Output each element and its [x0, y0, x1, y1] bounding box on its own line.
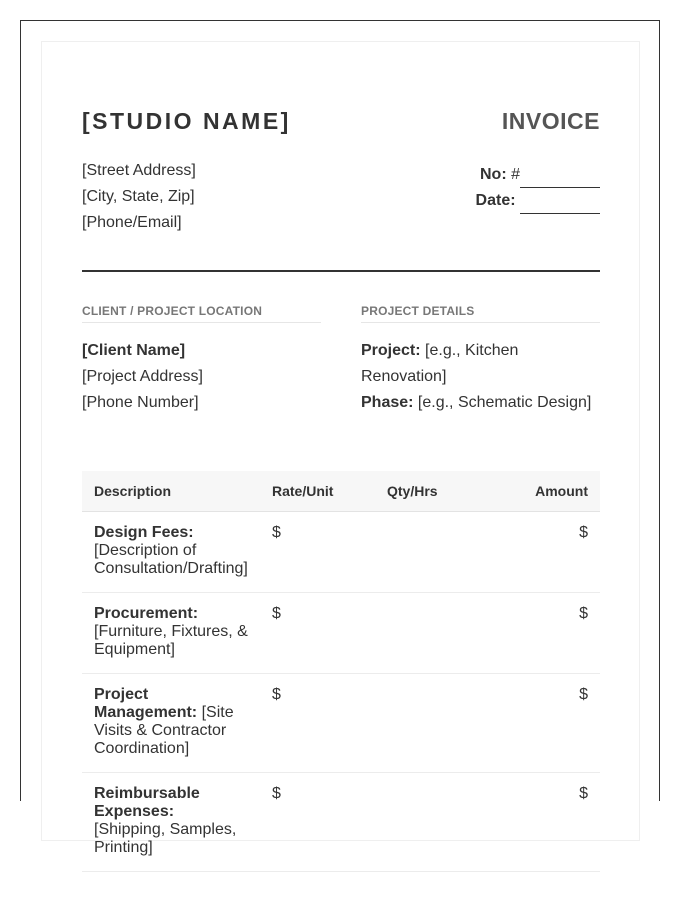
project-section-title: PROJECT DETAILS [361, 304, 600, 323]
project-details [361, 338, 600, 416]
row-qty [375, 674, 485, 773]
row-description [82, 512, 260, 593]
row-title: Reimbursable Expenses: [94, 785, 200, 820]
project-line-cont: Renovation] [361, 368, 447, 385]
phase-value: [e.g., Schematic Design] [413, 394, 592, 411]
row-desc: [Site Visits & Contractor Coordination] [94, 704, 234, 757]
row-desc: [Shipping, Samples, Printing] [94, 821, 237, 856]
row-qty [375, 773, 485, 872]
row-rate: $ [260, 593, 375, 674]
city-state-zip: [City, State, Zip] [82, 188, 195, 205]
client-details [82, 338, 321, 416]
invoice-date-field[interactable] [520, 197, 600, 214]
table-header-row [82, 471, 600, 512]
invoice-date-label: Date: [475, 192, 516, 209]
invoice-number-row [476, 162, 600, 188]
row-amount: $ [485, 674, 600, 773]
table-row [82, 674, 600, 773]
col-rate: Rate/Unit [260, 471, 375, 512]
table-row [82, 512, 600, 593]
phone-email: [Phone/Email] [82, 214, 182, 231]
col-amount: Amount [485, 471, 600, 512]
invoice-number-label: No: [479, 166, 507, 183]
row-description [82, 674, 260, 773]
project-label: Project: [361, 342, 421, 359]
client-name: [Client Name] [82, 342, 186, 359]
row-desc: [Description of Consultation/Drafting] [94, 542, 248, 577]
row-amount: $ [485, 773, 600, 872]
phase-line [361, 390, 600, 416]
project-value: [e.g., Kitchen [420, 342, 519, 359]
row-amount: $ [485, 512, 600, 593]
table-row [82, 593, 600, 674]
invoice-number-field[interactable] [520, 171, 600, 188]
row-title: Project Management: [94, 686, 198, 721]
row-title: Procurement: [94, 605, 199, 622]
row-qty [375, 593, 485, 674]
row-description [82, 593, 260, 674]
table-row [82, 773, 600, 872]
phase-label: Phase: [361, 394, 414, 411]
project-address: [Project Address] [82, 368, 203, 385]
street-address: [Street Address] [82, 162, 196, 179]
client-phone: [Phone Number] [82, 394, 199, 411]
project-line [361, 338, 600, 364]
studio-address [82, 158, 196, 236]
row-qty [375, 512, 485, 593]
invoice-title: INVOICE [501, 108, 600, 134]
row-rate: $ [260, 674, 375, 773]
col-description: Description [82, 471, 260, 512]
row-amount: $ [485, 593, 600, 674]
invoice-number-prefix: # [511, 166, 520, 183]
row-rate: $ [260, 773, 375, 872]
studio-name: [STUDIO NAME] [82, 108, 291, 134]
invoice-date-row [476, 188, 600, 214]
client-section-title: CLIENT / PROJECT LOCATION [82, 304, 321, 323]
col-qty: Qty/Hrs [375, 471, 485, 512]
line-items-table [82, 471, 600, 872]
row-rate: $ [260, 512, 375, 593]
row-title: Design Fees: [94, 524, 194, 541]
invoice-page [41, 41, 640, 856]
row-desc: [Furniture, Fixtures, & Equipment] [94, 623, 248, 658]
invoice-meta [476, 162, 600, 214]
header-divider [82, 270, 600, 272]
invoice-frame [20, 20, 660, 856]
row-description [82, 773, 260, 872]
